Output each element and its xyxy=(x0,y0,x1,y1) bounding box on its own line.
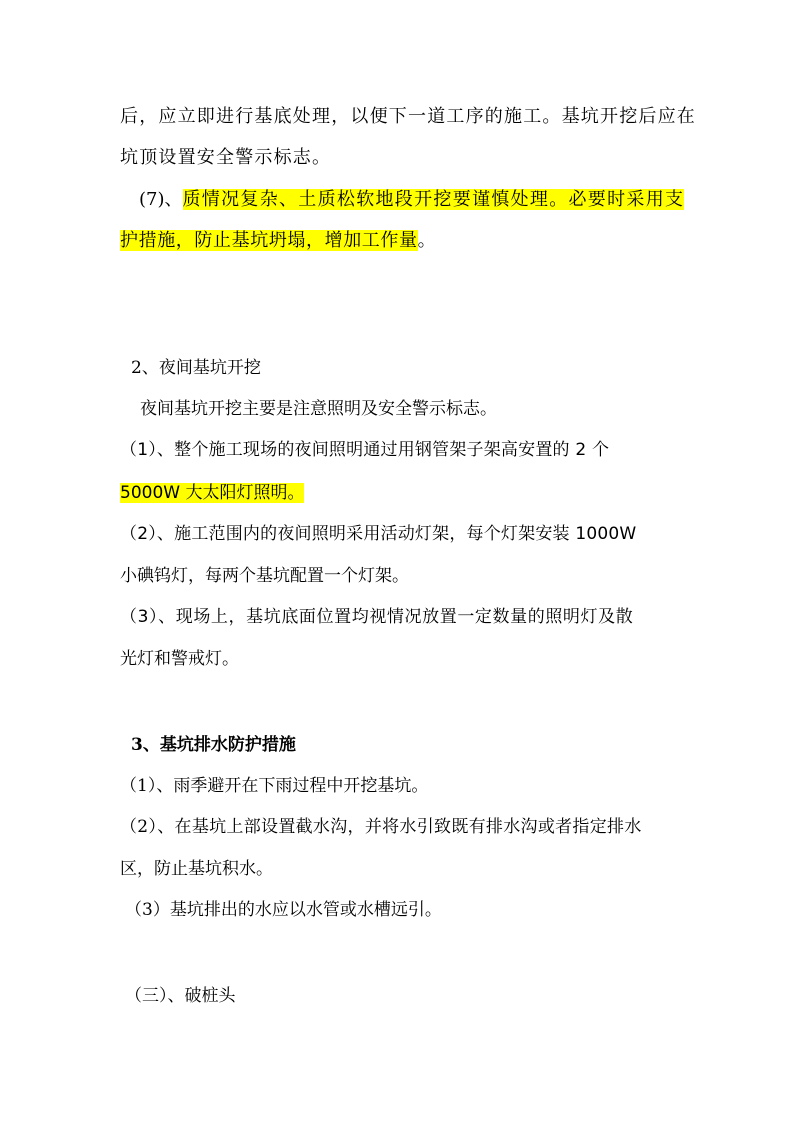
item-7-marker: (7)、 xyxy=(139,189,183,210)
paragraph-line: 夜间基坑开挖主要是注意照明及安全警示标志。 xyxy=(140,399,497,419)
section-heading: 3、基坑排水防护措施 xyxy=(131,735,296,755)
item-7-line-2 xyxy=(120,228,436,254)
section-heading: 2、夜间基坑开挖 xyxy=(131,358,261,378)
list-item: （2）、在基坑上部设置截水沟，并将水引致既有排水沟或者指定排水 xyxy=(120,817,642,837)
highlighted-text: 质情况复杂、土质松软地段开挖要谨慎处理。必要时采用支 xyxy=(182,189,685,210)
list-item: 光灯和警戒灯。 xyxy=(120,649,239,669)
list-item xyxy=(120,480,304,506)
paragraph-line: 后，应立即进行基底处理，以便下一道工序的施工。基坑开挖后应在 xyxy=(120,106,696,127)
paragraph-line: 坑顶设置安全警示标志。 xyxy=(120,147,332,168)
list-item: （3）、现场上，基坑底面位置均视情况放置一定数量的照明灯及散 xyxy=(120,607,634,627)
sentence-end: 。 xyxy=(417,230,436,251)
list-item: （3）基坑排出的水应以水管或水槽远引。 xyxy=(125,900,442,920)
list-item: 小碘钨灯，每两个基坑配置一个灯架。 xyxy=(120,566,409,586)
highlighted-text: 护措施，防止基坑坍塌，增加工作量 xyxy=(120,230,418,251)
item-7-line-1 xyxy=(139,187,684,213)
list-item: （1）、整个施工现场的夜间照明通过用钢管架子架高安置的 2 个 xyxy=(120,440,610,460)
highlighted-text: 5000W 大太阳灯照明。 xyxy=(120,483,305,503)
list-item: 区，防止基坑积水。 xyxy=(120,859,273,879)
list-item: （2）、施工范围内的夜间照明采用活动灯架，每个灯架安装 1000W xyxy=(120,524,637,544)
list-item: （1）、雨季避开在下雨过程中开挖基坑。 xyxy=(120,776,429,796)
section-heading: （三）、破桩头 xyxy=(125,986,236,1006)
